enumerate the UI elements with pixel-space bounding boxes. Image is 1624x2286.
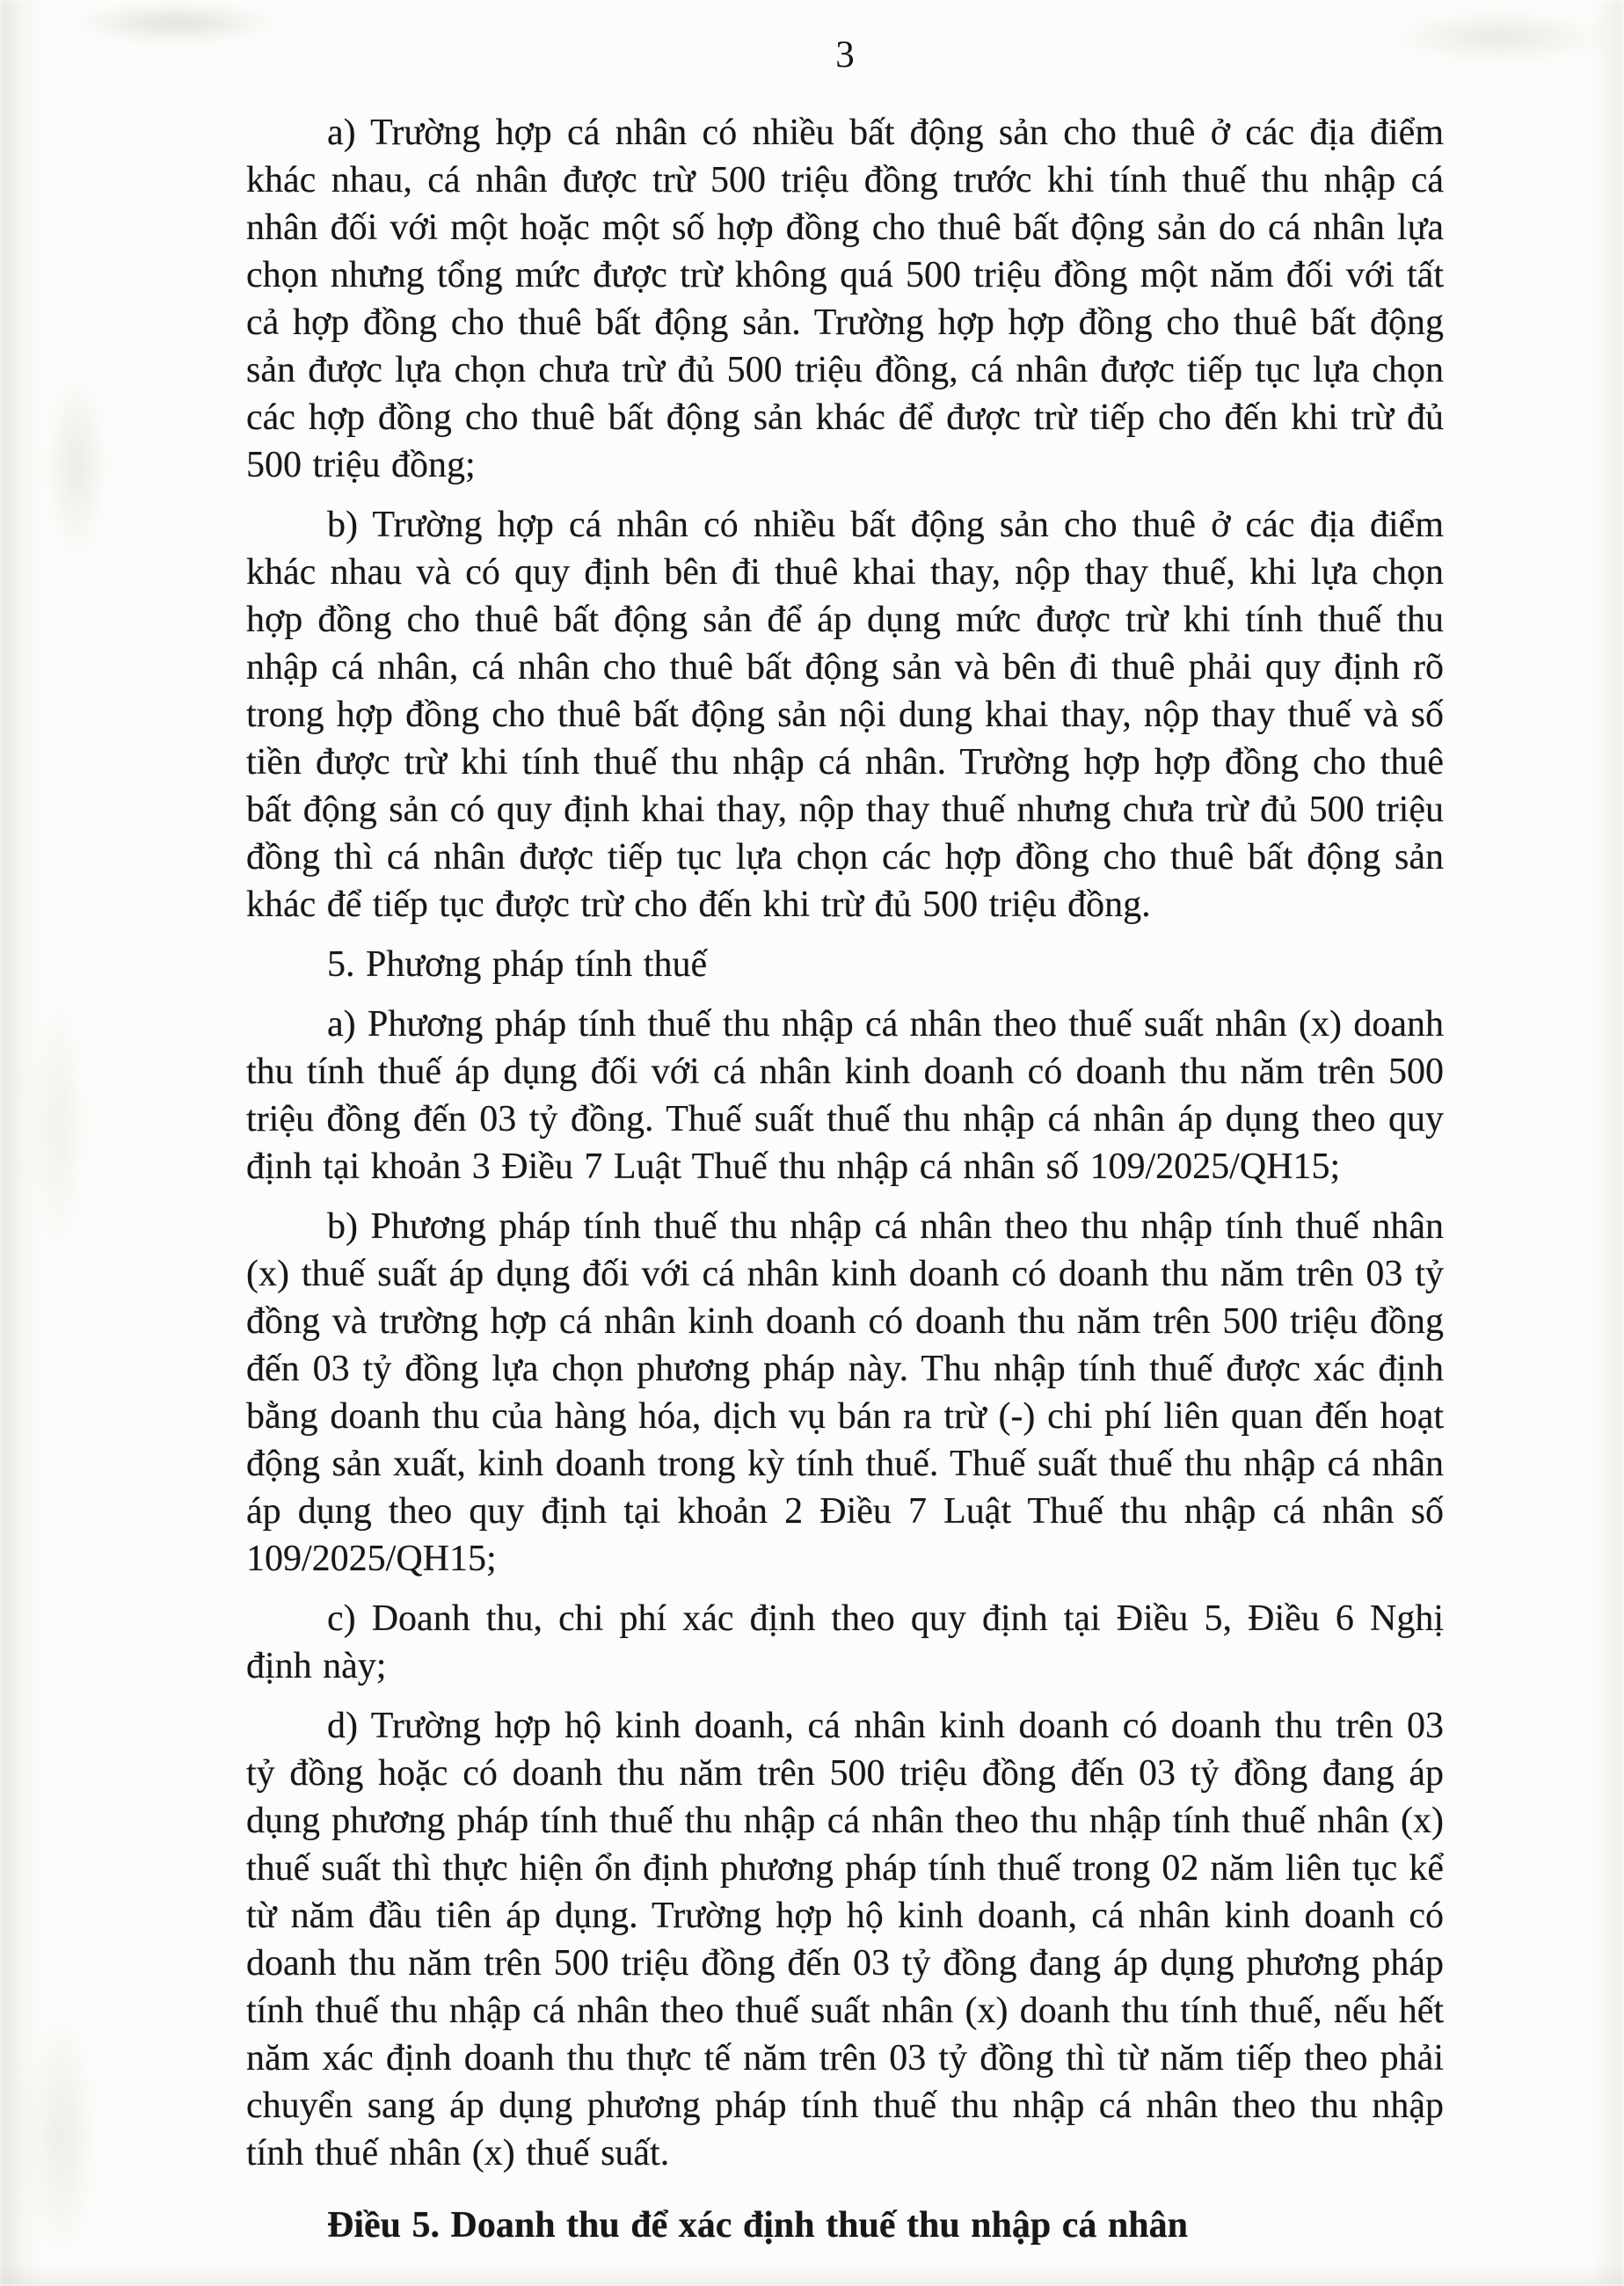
paragraph-point-c-revenue-cost: c) Doanh thu, chi phí xác định theo quy định tại Điều 5, Điều 6 Nghị định này; [246, 1598, 1444, 1686]
paragraph-point-a-tax-method: a) Phương pháp tính thuế thu nhập cá nhân theo thuế suất nhân (x) doanh thu tính thuế áp dụng đối với cá nhân kinh doanh có doanh thu năm trên 500 triệu đồng đến 03 tỷ đồng. Thuế suất thuế thu nhập cá nhân áp dụng theo quy định tại khoản 3 Điều 7 Luật Thuế thu nhập cá nhân số 109/2025/QH15; [246, 1004, 1444, 1187]
page-number: 3 [835, 34, 855, 76]
paragraph-point-b-tax-method: b) Phương pháp tính thuế thu nhập cá nhân theo thu nhập tính thuế nhân (x) thuế suất áp dụng đối với cá nhân kinh doanh có doanh thu năm trên 03 tỷ đồng và trường hợp cá nhân kinh doanh có doanh thu năm trên 500 triệu đồng đến 03 tỷ đồng lựa chọn phương pháp này. Thu nhập tính thuế được xác định bằng doanh thu của hàng hóa, dịch vụ bán ra trừ (-) chi phí liên quan đến hoạt động sản xuất, kinh doanh trong kỳ tính thuế. Thuế suất thuế thu nhập cá nhân áp dụng theo quy định tại khoản 2 Điều 7 Luật Thuế thu nhập cá nhân số 109/2025/QH15; [246, 1206, 1444, 1579]
paragraph-point-b-rental-deduction: b) Trường hợp cá nhân có nhiều bất động sản cho thuê ở các địa điểm khác nhau và có quy định bên đi thuê khai thay, nộp thay thuế, khi lựa chọn hợp đồng cho thuê bất động sản để áp dụng mức được trừ khi tính thuế thu nhập cá nhân, cá nhân cho thuê bất động sản và bên đi thuê phải quy định rõ trong hợp đồng cho thuê bất động sản nội dung khai thay, nộp thay thuế và số tiền được trừ khi tính thuế thu nhập cá nhân. Trường hợp hợp đồng cho thuê bất động sản có quy định khai thay, nộp thay thuế nhưng chưa trừ đủ 500 triệu đồng thì cá nhân được tiếp tục lựa chọn các hợp đồng cho thuê bất động sản khác để tiếp tục được trừ cho đến khi trừ đủ 500 triệu đồng. [246, 505, 1444, 925]
scan-edge-right-band [1589, 0, 1624, 2286]
scan-smudge-left-2 [32, 985, 84, 1266]
scan-edge-bottom-band [0, 2263, 1624, 2286]
clause-5-method-heading: 5. Phương pháp tính thuế [327, 944, 708, 985]
scan-edge-left-band [0, 0, 42, 2286]
article-5-heading: Điều 5. Doanh thu để xác định thuế thu nhập cá nhân [327, 2205, 1188, 2246]
document-body [246, 109, 1444, 2261]
paragraph-point-a-rental-deduction: a) Trường hợp cá nhân có nhiều bất động sản cho thuê ở các địa điểm khác nhau, cá nhân được trừ 500 triệu đồng trước khi tính thuế thu nhập cá nhân đối với một hoặc một số hợp đồng cho thuê bất động sản do cá nhân lựa chọn nhưng tổng mức được trừ không quá 500 triệu đồng một năm đối với tất cả hợp đồng cho thuê bất động sản. Trường hợp hợp đồng cho thuê bất động sản được lựa chọn chưa trừ đủ 500 triệu đồng, cá nhân được tiếp tục lựa chọn các hợp đồng cho thuê bất động sản khác để được trừ tiếp cho đến khi trừ đủ 500 triệu đồng; [246, 113, 1444, 485]
paragraph-point-d-method-stability: d) Trường hợp hộ kinh doanh, cá nhân kinh doanh có doanh thu trên 03 tỷ đồng hoặc có doanh thu năm trên 500 triệu đồng đến 03 tỷ đồng đang áp dụng phương pháp tính thuế thu nhập cá nhân theo thu nhập tính thuế nhân (x) thuế suất thì thực hiện ổn định phương pháp tính thuế trong 02 năm liên tục kể từ năm đầu tiên áp dụng. Trường hợp hộ kinh doanh, cá nhân kinh doanh có doanh thu năm trên 500 triệu đồng đến 03 tỷ đồng đang áp dụng phương pháp tính thuế thu nhập cá nhân theo thuế suất nhân (x) doanh thu tính thuế, nếu hết năm xác định doanh thu thực tế năm trên 03 tỷ đồng thì từ năm tiếp theo phải chuyển sang áp dụng phương pháp tính thuế thu nhập cá nhân theo thu nhập tính thuế nhân (x) thuế suất. [246, 1706, 1444, 2173]
scan-smudge-left-3 [26, 2005, 97, 2268]
scan-smudge-left-1 [46, 369, 107, 563]
